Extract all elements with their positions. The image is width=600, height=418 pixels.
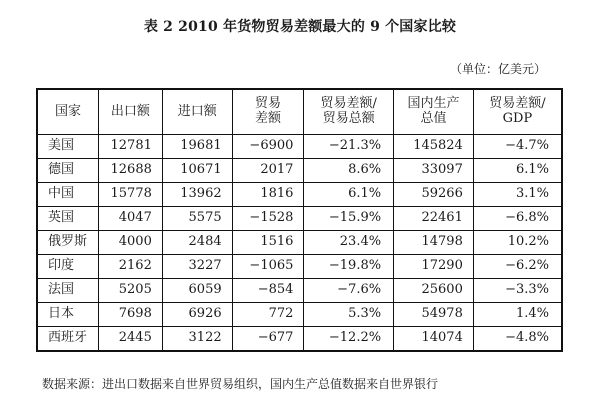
balance-ratio-cell: 23.4% (304, 231, 394, 255)
table-title: 表 2 2010 年货物贸易差额最大的 9 个国家比较 (143, 19, 457, 35)
import-cell: 3227 (162, 255, 232, 279)
country-cell: 俄罗斯 (37, 231, 99, 255)
table-row (37, 327, 562, 352)
import-cell: 2484 (162, 231, 232, 255)
gdp-cell: 14074 (394, 327, 474, 352)
gdp-cell: 22461 (394, 207, 474, 231)
gdp-cell: 14798 (394, 231, 474, 255)
table-row (37, 231, 562, 255)
import-cell: 10671 (162, 159, 232, 183)
table-row (37, 183, 562, 207)
balance-ratio-cell: 6.1% (304, 183, 394, 207)
import-cell: 5575 (162, 207, 232, 231)
export-cell: 4047 (99, 207, 163, 231)
unit-note: （单位：亿美元） (449, 62, 546, 76)
import-cell: 6926 (162, 303, 232, 327)
table-row (37, 303, 562, 327)
country-cell: 德国 (37, 159, 99, 183)
balance-cell: 1516 (232, 231, 304, 255)
balance-cell: −854 (232, 279, 304, 303)
balance-cell: −677 (232, 327, 304, 352)
country-cell: 英国 (37, 207, 99, 231)
export-cell: 4000 (99, 231, 163, 255)
gdp-cell: 25600 (394, 279, 474, 303)
balance-cell: 1816 (232, 183, 304, 207)
balance-cell: 772 (232, 303, 304, 327)
country-cell: 法国 (37, 279, 99, 303)
export-cell: 7698 (99, 303, 163, 327)
data-source-note: 数据来源：进出口数据来自世界贸易组织，国内生产总值数据来自世界银行 (42, 377, 439, 391)
gdp-cell: 33097 (394, 159, 474, 183)
balance-gdp-cell: −6.2% (473, 255, 562, 279)
balance-ratio-cell: 8.6% (304, 159, 394, 183)
balance-gdp-cell: −4.8% (473, 327, 562, 352)
balance-ratio-cell: −7.6% (304, 279, 394, 303)
balance-ratio-cell: −19.8% (304, 255, 394, 279)
table-header-row (37, 89, 562, 135)
balance-gdp-cell: 6.1% (473, 159, 562, 183)
table-row (37, 207, 562, 231)
import-cell: 6059 (162, 279, 232, 303)
gdp-cell: 17290 (394, 255, 474, 279)
table-row (37, 279, 562, 303)
balance-gdp-cell: −4.7% (473, 135, 562, 159)
import-cell: 13962 (162, 183, 232, 207)
balance-gdp-cell: 1.4% (473, 303, 562, 327)
export-cell: 5205 (99, 279, 163, 303)
balance-ratio-cell: −12.2% (304, 327, 394, 352)
balance-cell: −6900 (232, 135, 304, 159)
balance-cell: −1065 (232, 255, 304, 279)
country-cell: 印度 (37, 255, 99, 279)
column-header: 贸易差额/ GDP (473, 89, 562, 135)
table-row (37, 159, 562, 183)
export-cell: 12781 (99, 135, 163, 159)
column-header: 国家 (37, 89, 99, 135)
import-cell: 3122 (162, 327, 232, 352)
column-header: 出口额 (99, 89, 163, 135)
balance-cell: 2017 (232, 159, 304, 183)
table-row (37, 135, 562, 159)
balance-ratio-cell: −21.3% (304, 135, 394, 159)
balance-cell: −1528 (232, 207, 304, 231)
balance-gdp-cell: 3.1% (473, 183, 562, 207)
balance-ratio-cell: −15.9% (304, 207, 394, 231)
import-cell: 19681 (162, 135, 232, 159)
balance-ratio-cell: 5.3% (304, 303, 394, 327)
export-cell: 15778 (99, 183, 163, 207)
column-header: 贸易差额/ 贸易总额 (304, 89, 394, 135)
gdp-cell: 145824 (394, 135, 474, 159)
country-cell: 西班牙 (37, 327, 99, 352)
column-header: 进口额 (162, 89, 232, 135)
gdp-cell: 59266 (394, 183, 474, 207)
balance-gdp-cell: −6.8% (473, 207, 562, 231)
balance-gdp-cell: 10.2% (473, 231, 562, 255)
trade-balance-table (36, 88, 563, 352)
export-cell: 2445 (99, 327, 163, 352)
balance-gdp-cell: −3.3% (473, 279, 562, 303)
export-cell: 12688 (99, 159, 163, 183)
export-cell: 2162 (99, 255, 163, 279)
country-cell: 中国 (37, 183, 99, 207)
column-header: 贸易 差额 (232, 89, 304, 135)
gdp-cell: 54978 (394, 303, 474, 327)
table-row (37, 255, 562, 279)
country-cell: 美国 (37, 135, 99, 159)
country-cell: 日本 (37, 303, 99, 327)
column-header: 国内生产 总值 (394, 89, 474, 135)
